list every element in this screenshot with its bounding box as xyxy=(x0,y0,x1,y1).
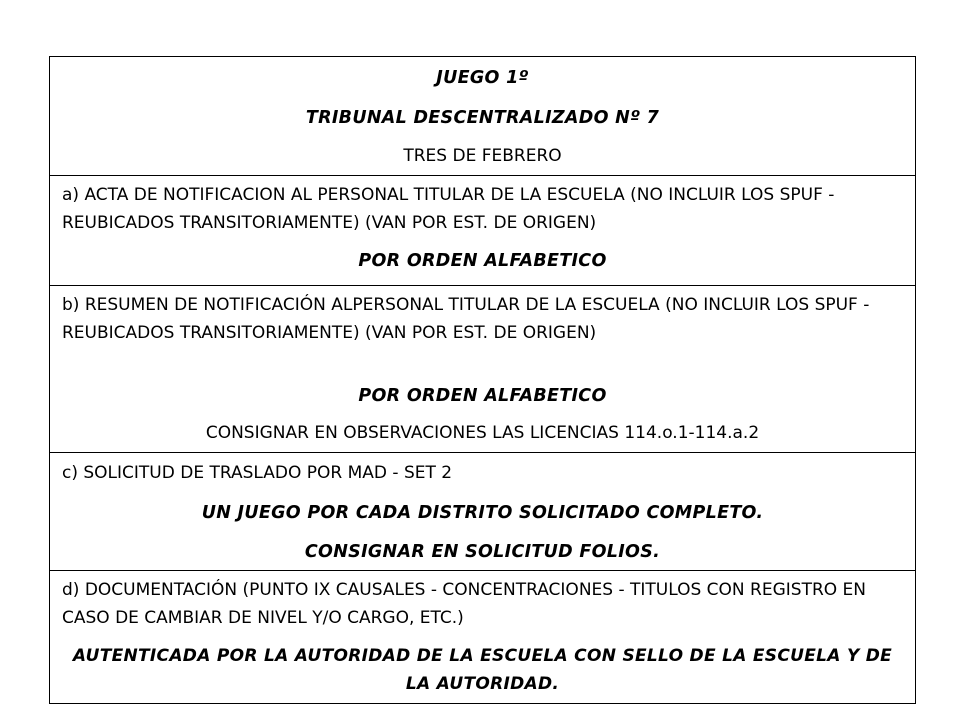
section-d-text: d) DOCUMENTACIÓN (PUNTO IX CAUSALES - CONCENTRACIONES - TITULOS CON REGISTRO EN CASO DE CAMBIAR DE NIVEL Y/O CARGO, ETC.) xyxy=(62,580,867,628)
section-a-text: a) ACTA DE NOTIFICACION AL PERSONAL TITULAR DE LA ESCUELA (NO INCLUIR LOS SPUF - REUBICADOS TRANSITORIAMENTE) (VAN POR EST. DE ORIGEN) xyxy=(62,185,835,233)
instructions-table xyxy=(49,56,916,704)
section-d xyxy=(50,570,915,705)
section-b-licencias-note: CONSIGNAR EN OBSERVACIONES LAS LICENCIAS 114.o.1-114.a.2 xyxy=(205,423,760,443)
section-d-note: AUTENTICADA POR LA AUTORIDAD DE LA ESCUELA CON SELLO DE LA ESCUELA Y DE LA AUTORIDAD. xyxy=(72,646,893,694)
section-c-note-1: UN JUEGO POR CADA DISTRITO SOLICITADO COMPLETO. xyxy=(201,503,764,523)
section-b xyxy=(50,285,915,452)
header-section xyxy=(50,57,915,175)
section-b-order-note: POR ORDEN ALFABETICO xyxy=(358,386,607,406)
district-name: TRES DE FEBRERO xyxy=(403,146,562,166)
section-b-text: b) RESUMEN DE NOTIFICACIÓN ALPERSONAL TITULAR DE LA ESCUELA (NO INCLUIR LOS SPUF - REUBICADOS TRANSITORIAMENTE) (VAN POR EST. DE ORIGEN) xyxy=(62,295,870,343)
juego-title: JUEGO 1º xyxy=(436,68,529,88)
section-c-text: c) SOLICITUD DE TRASLADO POR MAD - SET 2 xyxy=(62,463,453,483)
section-a xyxy=(50,175,915,285)
section-c xyxy=(50,452,915,570)
tribunal-title: TRIBUNAL DESCENTRALIZADO Nº 7 xyxy=(305,108,660,128)
section-a-order-note: POR ORDEN ALFABETICO xyxy=(358,251,607,271)
section-c-note-2: CONSIGNAR EN SOLICITUD FOLIOS. xyxy=(304,542,661,562)
